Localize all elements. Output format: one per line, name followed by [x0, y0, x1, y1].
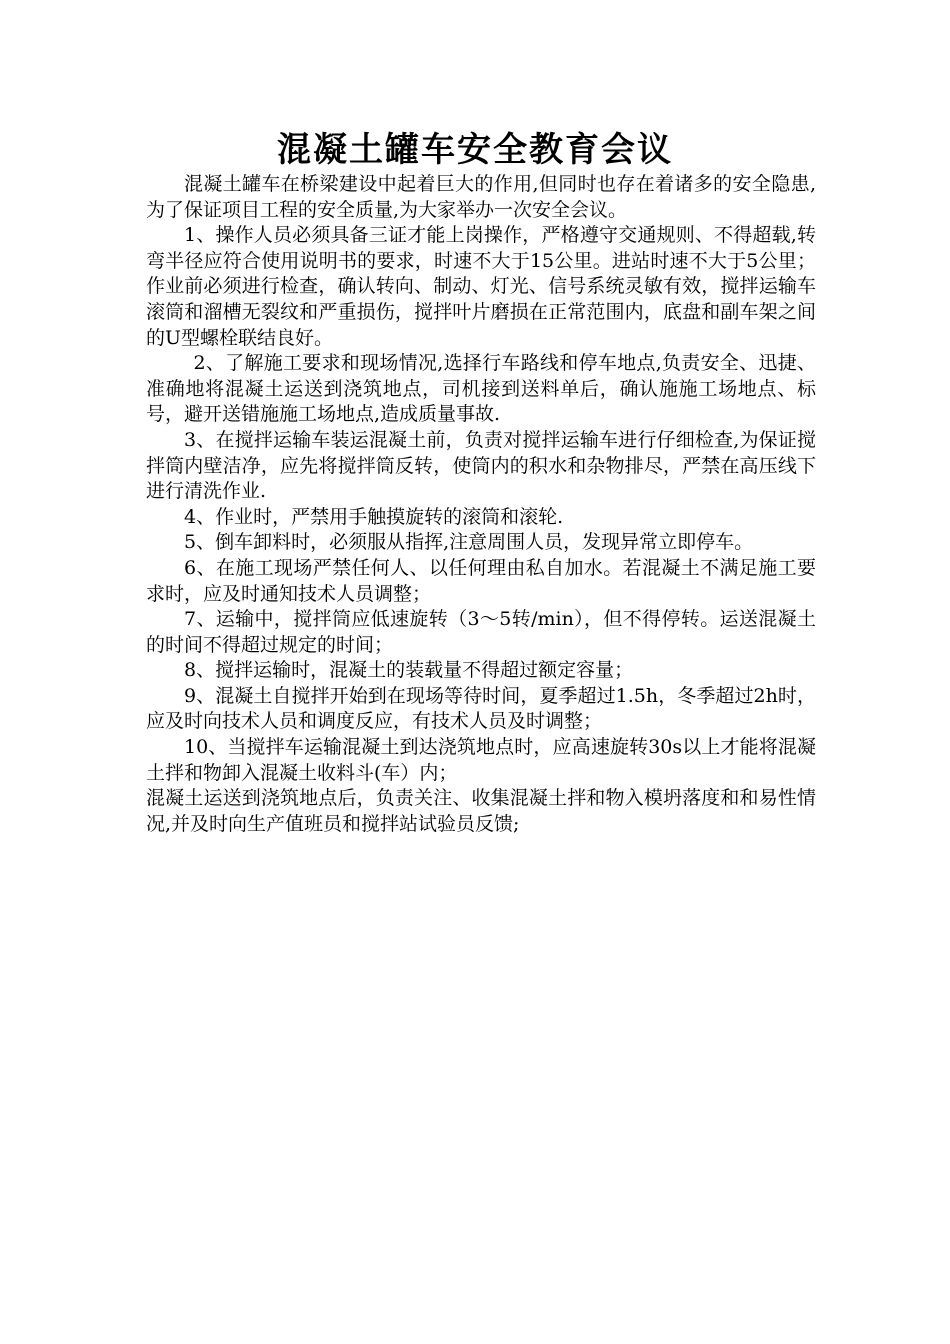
item-paragraph-5: 5、倒车卸料时，必须服从指挥,注意周围人员，发现异常立即停车。: [184, 531, 754, 554]
item-paragraph-4: 4、作业时，严禁用手触摸旋转的滚筒和滚轮.: [184, 505, 564, 528]
item-paragraph-3: 3、在搅拌运输车装运混凝土前，负责对搅拌运输车进行仔细检查,为保证搅拌筒内壁洁净，应先将搅拌筒反转，使筒内的积水和杂物排尽，严禁在高压线下进行清洗作业.: [146, 428, 816, 503]
item-paragraph-1: 1、操作人员必须具备三证才能上岗操作，严格遵守交通规则、不得超载,转弯半径应符合使用说明书的要求，时速不大于15公里。进站时速不大于5公里；作业前必须进行检查，确认转向、制动、灯光、信号系统灵敏有效，搅拌运输车滚筒和溜槽无裂纹和严重损伤，搅拌叶片磨损在正常范围内，底盘和副车架之间的U型螺栓联结良好。: [146, 224, 816, 349]
item-paragraph-7: 7、运输中，搅拌筒应低速旋转（3～5转/min），但不得停转。运送混凝土的时间不得超过规定的时间；: [146, 608, 816, 656]
document-title: 混凝土罐车安全教育会议: [277, 130, 673, 170]
item-paragraph-6: 6、在施工现场严禁任何人、以任何理由私自加水。若混凝土不满足施工要求时，应及时通知技术人员调整；: [146, 556, 816, 605]
item-paragraph-9: 9、混凝土自搅拌开始到在现场等待时间，夏季超过1.5h，冬季超过2h时，应及时向技术人员和调度反应，有技术人员及时调整；: [146, 684, 816, 733]
item-paragraph-10: 10、当搅拌车运输混凝土到达浇筑地点时，应高速旋转30s以上才能将混凝土拌和物卸入混凝土收料斗(车）内；: [146, 736, 816, 784]
document-body: [146, 172, 816, 837]
item-paragraph-8: 8、搅拌运输时，混凝土的装载量不得超过额定容量；: [184, 659, 634, 682]
intro-paragraph: 混凝土罐车在桥梁建设中起着巨大的作用,但同时也存在着诸多的安全隐患,为了保证项目工程的安全质量,为大家举办一次安全会议。: [146, 173, 816, 221]
item-paragraph-2: 2、了解施工要求和现场情况,选择行车路线和停车地点,负责安全、迅捷、准确地将混凝土运送到浇筑地点，司机接到送料单后，确认施施工场地点、标号，避开送错施施工场地点,造成质量事故.: [146, 352, 816, 426]
closing-paragraph: 混凝土运送到浇筑地点后，负责关注、收集混凝土拌和物入模坍落度和和易性情况,并及时向生产值班员和搅拌站试验员反馈;: [146, 787, 816, 835]
